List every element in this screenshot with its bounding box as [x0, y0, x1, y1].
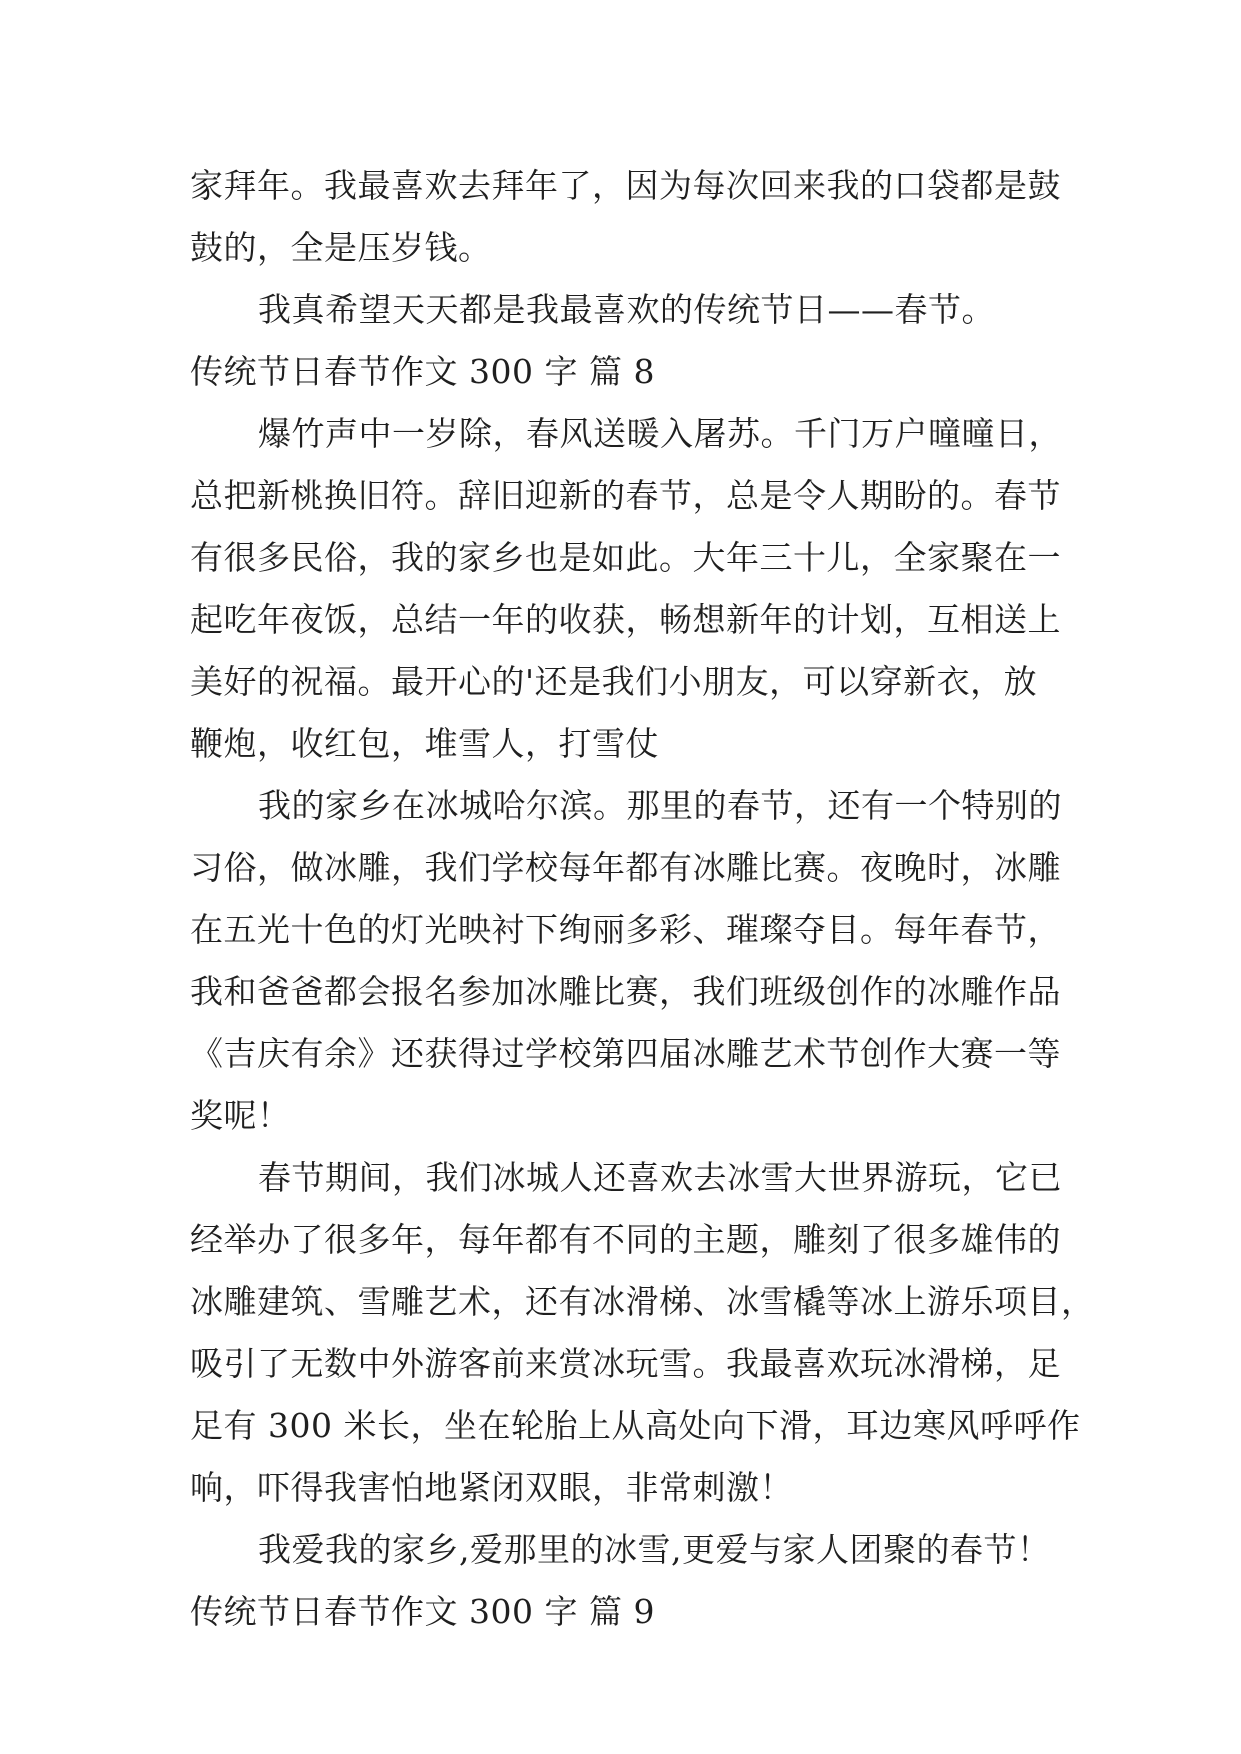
text-line: 鞭炮，收红包，堆雪人，打雪仗: [190, 724, 659, 763]
text-line: 鼓的，全是压岁钱。: [190, 228, 492, 267]
text-line: 有很多民俗，我的家乡也是如此。大年三十儿，全家聚在一: [190, 538, 1061, 577]
paragraph-line: 我的家乡在冰城哈尔滨。那里的春节，还有一个特别的: [258, 786, 1062, 825]
text-line: 总把新桃换旧符。辞旧迎新的春节，总是令人期盼的。春节: [190, 476, 1061, 515]
text-line: 《吉庆有余》还获得过学校第四届冰雕艺术节创作大赛一等: [190, 1034, 1061, 1073]
text-line: 在五光十色的灯光映衬下绚丽多彩、璀璨夺目。每年春节，: [190, 910, 1061, 949]
text-line: 美好的祝福。最开心的'还是我们小朋友，可以穿新衣，放: [190, 662, 1038, 701]
text-line: 奖呢！: [190, 1096, 291, 1135]
paragraph-line: 我爱我的家乡,爱那里的冰雪,更爱与家人团聚的春节！: [258, 1530, 1051, 1569]
section-heading: 传统节日春节作文 300 字 篇 9: [190, 1592, 655, 1631]
text-line: 吸引了无数中外游客前来赏冰玩雪。我最喜欢玩冰滑梯，足: [190, 1344, 1061, 1383]
text-line: 家拜年。我最喜欢去拜年了，因为每次回来我的口袋都是鼓: [190, 166, 1061, 205]
paragraph-line: 我真希望天天都是我最喜欢的传统节日——春节。: [258, 290, 995, 329]
text-line: 响，吓得我害怕地紧闭双眼，非常刺激！: [190, 1468, 793, 1507]
text-line: 足有 300 米长，坐在轮胎上从高处向下滑，耳边寒风呼呼作: [190, 1406, 1081, 1445]
paragraph-line: 爆竹声中一岁除，春风送暖入屠苏。千门万户曈曈日，: [258, 414, 1062, 453]
document-body: [190, 155, 1095, 1643]
text-line: 习俗，做冰雕，我们学校每年都有冰雕比赛。夜晚时，冰雕: [190, 848, 1061, 887]
text-line: 起吃年夜饭，总结一年的收获，畅想新年的计划，互相送上: [190, 600, 1061, 639]
text-line: 我和爸爸都会报名参加冰雕比赛，我们班级创作的冰雕作品: [190, 972, 1061, 1011]
paragraph-line: 春节期间，我们冰城人还喜欢去冰雪大世界游玩，它已: [258, 1158, 1062, 1197]
section-heading: 传统节日春节作文 300 字 篇 8: [190, 352, 655, 391]
text-line: 经举办了很多年，每年都有不同的主题，雕刻了很多雄伟的: [190, 1220, 1061, 1259]
text-line: 冰雕建筑、雪雕艺术，还有冰滑梯、冰雪橇等冰上游乐项目，: [190, 1282, 1095, 1321]
